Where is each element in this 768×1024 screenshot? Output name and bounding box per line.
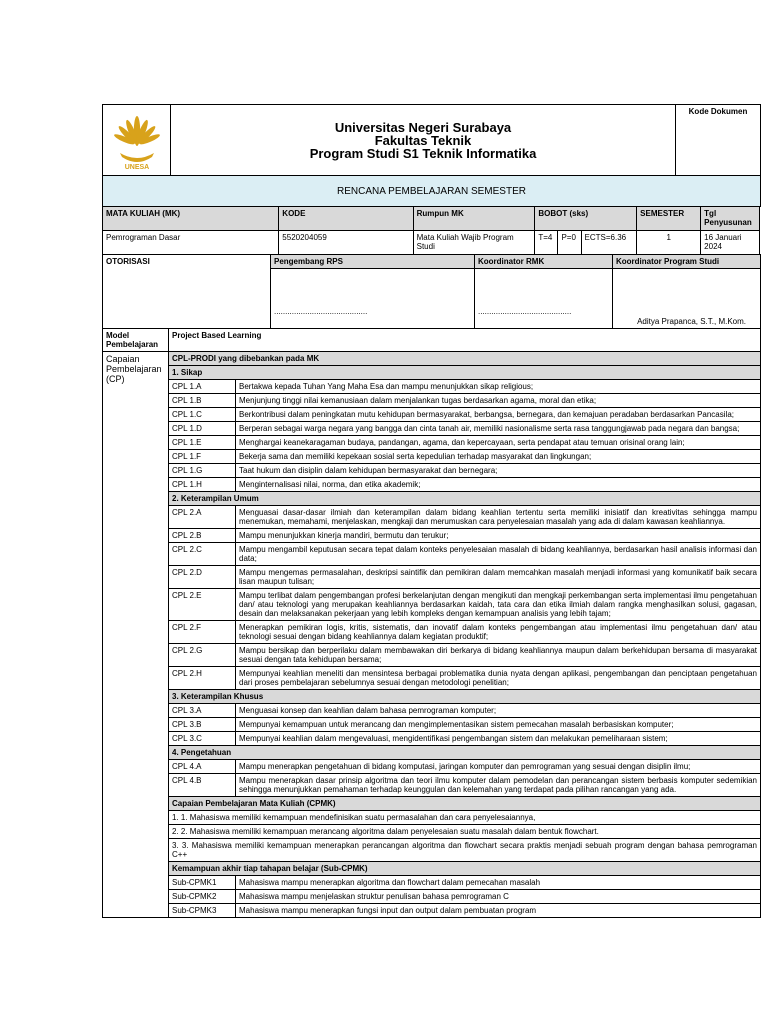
cpl-group-title: 2. Keterampilan Umum [169,492,761,506]
cpl-text: Mampu menerapkan pengetahuan di bidang komputasi, jaringan komputer dan pemrograman yang sesuai dengan disiplin ilmu; [236,760,761,774]
unesa-logo [103,105,171,176]
pengembang-signature: .......................................... [271,269,475,329]
cpl-text: Mampu bersikap dan berperilaku dalam membawakan diri berkarya di bidang keahliannya maupun dalam berkehidupan bersama di masyarakat sesuai dengan tata kehidupan bersama; [236,644,761,667]
cpl-code: CPL 3.C [169,732,236,746]
cpl-text: Menginternalisasi nilai, norma, dan etika akademik; [236,478,761,492]
cpl-code: CPL 2.B [169,529,236,543]
cp-table [102,328,761,918]
university-name: Universitas Negeri Surabaya [334,119,512,135]
cpl-code: CPL 3.B [169,718,236,732]
cpl-text: Menerapkan pemikiran logis, kritis, sistematis, dan inovatif dalam konteks pengembangan atau implementasi ilmu pengetahuan dan/ atau teknologi sesuai dengan bidang keahliannya dalam kegiatan produktif; [236,621,761,644]
cpl-code: CPL 1.C [169,408,236,422]
subcpmk-header: Kemampuan akhir tiap tahapan belajar (Sub-CPMK) [169,862,761,876]
bobot-t: T=4 [535,231,558,255]
cpl-text: Mempunyai keahlian meneliti dan mensintesa berbagai problematika dunia nyata dengan aplikasi, pengembangan dan penciptaan pengetahuan dari proses pembelajaran sebelumnya sesuai dengan metodologi penelitian; [236,667,761,690]
cpl-code: CPL 2.A [169,506,236,529]
unesa-logo-icon [106,107,168,171]
cpl-group-title: 1. Sikap [169,366,761,380]
cpl-text: Mempunyai kemampuan untuk merancang dan mengimplementasikan sistem pemecahan masalah berbasiskan komputer; [236,718,761,732]
semester-value: 1 [637,231,701,255]
cpl-code: CPL 1.G [169,464,236,478]
koordinator-prodi-name: Aditya Prapanca, S.T., M.Kom. [613,269,761,329]
cpl-text: Mampu terlibat dalam pengembangan profesi berkelanjutan dengan mengikuti dan mengkaji perkembangan serta implementasi ilmu pengetahuan dan/ atau teknologi yang merupakan keahliannya berdasarkan kaidah, tata cara dan etika ilmiah dalam rangka menghasilkan solusi, gagasan, desain dan melaksanakan pekerjaan yang lebih kompleks dengan kemampuan analisis yang lebih tajam; [236,589,761,621]
tgl-label: Tgl Penyusunan [701,207,760,231]
cpl-text: Berkontribusi dalam peningkatan mutu kehidupan bermasyarakat, berbangsa, bernegara, dan kemajuan peradaban berdasarkan Pancasila; [236,408,761,422]
otorisasi-label: OTORISASI [103,255,271,329]
cpl-code: CPL 1.D [169,422,236,436]
cpmk-item: 1. 1. Mahasiswa memiliki kemampuan mendefinisikan suatu permasalahan dan cara penyelesaiannya, [169,811,761,825]
course-rumpun: Mata Kuliah Wajib Program Studi [413,231,535,255]
cpl-code: CPL 2.G [169,644,236,667]
model-value: Project Based Learning [169,329,761,352]
cpl-text: Mampu mengemas permasalahan, deskripsi saintifik dan pemikiran dalam memcahkan masalah menjadi informasi yang komunikatif baik secara lisan maupun tulisan; [236,566,761,589]
cpl-code: CPL 2.D [169,566,236,589]
tgl-value: 16 Januari 2024 [701,231,760,255]
koordinator-rmk-label: Koordinator RMK [475,255,613,269]
document-title: RENCANA PEMBELAJARAN SEMESTER [103,176,761,207]
institution-title [171,105,676,176]
cpmk-header: Capaian Pembelajaran Mata Kuliah (CPMK) [169,797,761,811]
subcpmk-code: Sub-CPMK3 [169,904,236,918]
subcpmk-code: Sub-CPMK2 [169,890,236,904]
cpmk-item: 3. 3. Mahasiswa memiliki kemampuan menerapkan perancangan algoritma dan flowchart secara praktis menjadi sebuah program dengan bahasa pemrograman C++ [169,839,761,862]
subcpmk-text: Mahasiswa mampu menjelaskan struktur penulisan bahasa pemrograman C [236,890,761,904]
cpl-text: Taat hukum dan disiplin dalam kehidupan bermasyarakat dan bernegara; [236,464,761,478]
cpl-text: Menguasai konsep dan keahlian dalam bahasa pemrograman komputer; [236,704,761,718]
course-info-table [102,206,760,255]
cpl-text: Berperan sebagai warga negara yang bangga dan cinta tanah air, memiliki nasionalisme serta rasa tanggungjawab pada negara dan bangsa; [236,422,761,436]
kode-dokumen-label: Kode Dokumen [676,105,761,176]
cpl-text: Mempunyai keahlian dalam mengevaluasi, mengidentifikasi pengembangan sistem dan melakukan pemeliharaan sistem; [236,732,761,746]
cpl-code: CPL 4.A [169,760,236,774]
cpl-code: CPL 1.B [169,394,236,408]
cpl-text: Menguasai dasar-dasar ilmiah dan keterampilan dalam bidang keahlian tertentu serta memiliki inisiatif dan kreativitas sehingga mampu menemukan, memahami, menjelaskan, mengkaji dan merumuskan cara penyelesaian masalah yang ada di dalam kawasan keahliannya. [236,506,761,529]
cpl-text: Mampu mengambil keputusan secara tepat dalam konteks penyelesaian masalah di bidang keahliannya, berdasarkan hasil analisis informasi dan data; [236,543,761,566]
cpl-code: CPL 2.F [169,621,236,644]
cpl-text: Menghargai keanekaragaman budaya, pandangan, agama, dan kepercayaan, serta pendapat atau temuan orisinal orang lain; [236,436,761,450]
koordinator-prodi-label: Koordinator Program Studi [613,255,761,269]
logo-text: UNESA [124,164,149,171]
cpl-code: CPL 1.A [169,380,236,394]
cpl-code: CPL 4.B [169,774,236,797]
subcpmk-code: Sub-CPMK1 [169,876,236,890]
cpl-code: CPL 3.A [169,704,236,718]
course-name: Pemrograman Dasar [103,231,279,255]
cpl-group-title: 4. Pengetahuan [169,746,761,760]
course-code: 5520204059 [279,231,413,255]
program-name: Program Studi S1 Teknik Informatika [309,145,537,161]
cpl-prodi-header: CPL-PRODI yang dibebankan pada MK [169,352,761,366]
cpl-group-title: 3. Keterampilan Khusus [169,690,761,704]
mk-label: MATA KULIAH (MK) [103,207,279,231]
cpl-code: CPL 1.H [169,478,236,492]
rps-document [102,104,760,918]
bobot-p: P=0 [558,231,581,255]
cpl-text: Mampu menunjukkan kinerja mandiri, bermutu dan terukur; [236,529,761,543]
cpl-code: CPL 1.F [169,450,236,464]
cpl-text: Mampu menerapkan dasar prinsip algoritma dan teori ilmu komputer dalam pemodelan dan perancangan sistem berbasis komputer sedemikian sehingga menunjukkan pemahaman terhadap keunggulan dan kelemahan yang terdapat pada pilihan rancangan yang ada. [236,774,761,797]
bobot-ects: ECTS=6.36 [581,231,637,255]
cpl-code: CPL 1.E [169,436,236,450]
pengembang-label: Pengembang RPS [271,255,475,269]
bobot-label: BOBOT (sks) [535,207,637,231]
koordinator-rmk-signature: .......................................... [475,269,613,329]
cpl-text: Bekerja sama dan memiliki kepekaan sosial serta kepedulian terhadap masyarakat dan lingkungan; [236,450,761,464]
cpl-code: CPL 2.E [169,589,236,621]
model-label: Model Pembelajaran [103,329,169,352]
subcpmk-text: Mahasiswa mampu menerapkan algoritma dan flowchart dalam pemecahan masalah [236,876,761,890]
semester-label: SEMESTER [637,207,701,231]
cpl-text: Bertakwa kepada Tuhan Yang Maha Esa dan mampu menunjukkan sikap religious; [236,380,761,394]
header-table [102,104,761,207]
cp-label: Capaian Pembelajaran (CP) [103,352,169,918]
cpl-code: CPL 2.H [169,667,236,690]
cpmk-item: 2. 2. Mahasiswa memiliki kemampuan merancang algoritma dalam penyelesaian suatu masalah dalam bentuk flowchart. [169,825,761,839]
otorisasi-table [102,254,761,329]
rumpun-label: Rumpun MK [413,207,535,231]
cpl-text: Menjunjung tinggi nilai kemanusiaan dalam menjalankan tugas berdasarkan agama, moral dan etika; [236,394,761,408]
faculty-name: Fakultas Teknik [374,132,472,148]
subcpmk-text: Mahasiswa mampu menerapkan fungsi input dan output dalam pembuatan program [236,904,761,918]
cpl-code: CPL 2.C [169,543,236,566]
kode-label: KODE [279,207,413,231]
